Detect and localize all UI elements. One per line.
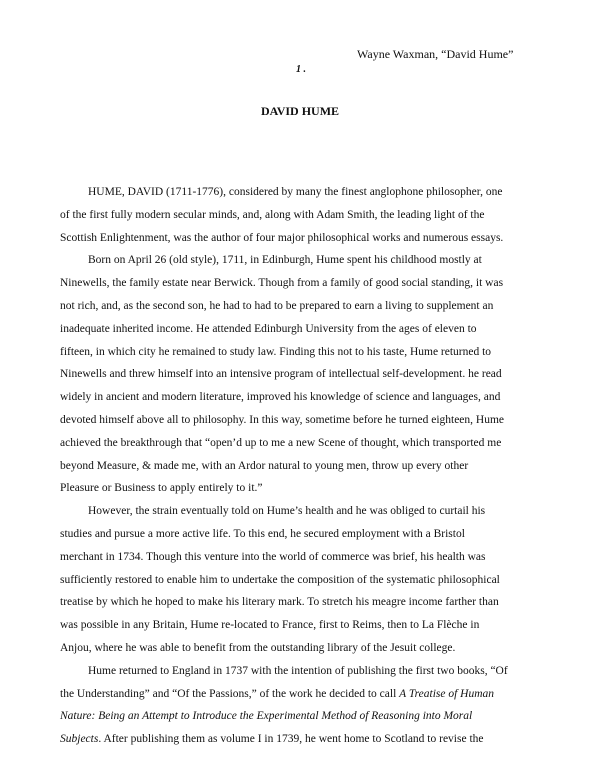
text-line: Pleasure or Business to apply entirely to it.” — [60, 482, 263, 495]
text-line: studies and pursue a more active life. To this end, he secured employment with a Bristol — [60, 527, 465, 540]
text-line: Anjou, where he was able to benefit from the outstanding library of the Jesuit college. — [60, 641, 456, 654]
text-line: inadequate inherited income. He attended Edinburgh University from the ages of eleven to — [60, 322, 477, 335]
text-line: treatise by which he hoped to make his literary mark. To stretch his meagre income farther than — [60, 596, 499, 609]
text-line: not rich, and, as the second son, he had to had to be prepared to earn a living to supplement an — [60, 299, 494, 312]
text-line — [60, 705, 528, 728]
text-line: Ninewells and threw himself into an intensive program of intellectual self-development. he read — [60, 368, 502, 381]
book-title-italic: Subjects — [60, 733, 99, 746]
running-header: Wayne Waxman, “David Hume” — [357, 47, 514, 61]
text-line: merchant in 1734. Though this venture into the world of commerce was brief, his health was — [60, 550, 486, 563]
text-line — [60, 728, 528, 751]
book-title-italic: Nature: Being an Attempt to Introduce the Experimental Method of Reasoning into Moral — [60, 710, 473, 723]
text-line: beyond Measure, & made me, with an Ardor natural to young men, throw up every other — [60, 459, 469, 472]
text-line: achieved the breakthrough that “open’d up to me a new Scene of thought, which transported me — [60, 436, 502, 449]
text-span: . After publishing them as volume I in 1739, he went home to Scotland to revise the — [98, 733, 484, 746]
text-line: was possible in any Britain, Hume re-located to France, first to Reims, then to La Flèche in — [60, 619, 480, 632]
text-line: HUME, DAVID (1711-1776), considered by many the finest anglophone philosopher, one — [88, 186, 503, 198]
text-line: Ninewells, the family estate near Berwick. Though from a family of good social standing, it was — [60, 277, 504, 290]
document-body — [60, 181, 528, 751]
document-title: DAVID HUME — [260, 104, 340, 118]
book-title-italic: A Treatise of Human — [399, 687, 495, 700]
text-line — [60, 683, 528, 706]
text-line: Born on April 26 (old style), 1711, in Edinburgh, Hume spent his childhood mostly at — [88, 254, 482, 267]
text-line: widely in ancient and modern literature, improved his knowledge of science and languages, and — [60, 391, 501, 404]
text-span: the Understanding” and “Of the Passions,” of the work he decided to call — [60, 687, 400, 700]
text-line: of the first fully modern secular minds, and, along with Adam Smith, the leading light of the — [60, 208, 485, 221]
text-line: Hume returned to England in 1737 with the intention of publishing the first two books, “Of — [88, 664, 508, 677]
text-line: sufficiently restored to enable him to undertake the composition of the systematic philosophical — [60, 573, 500, 586]
text-line: devoted himself above all to philosophy. In this way, sometime before he turned eighteen, Hume — [60, 413, 505, 426]
page-number: 1 . — [296, 64, 306, 75]
text-line: Scottish Enlightenment, was the author of four major philosophical works and numerous essays. — [60, 231, 504, 244]
text-line: However, the strain eventually told on Hume’s health and he was obliged to curtail his — [88, 505, 486, 518]
text-line: fifteen, in which city he remained to study law. Finding this not to his taste, Hume returned to — [60, 345, 492, 358]
